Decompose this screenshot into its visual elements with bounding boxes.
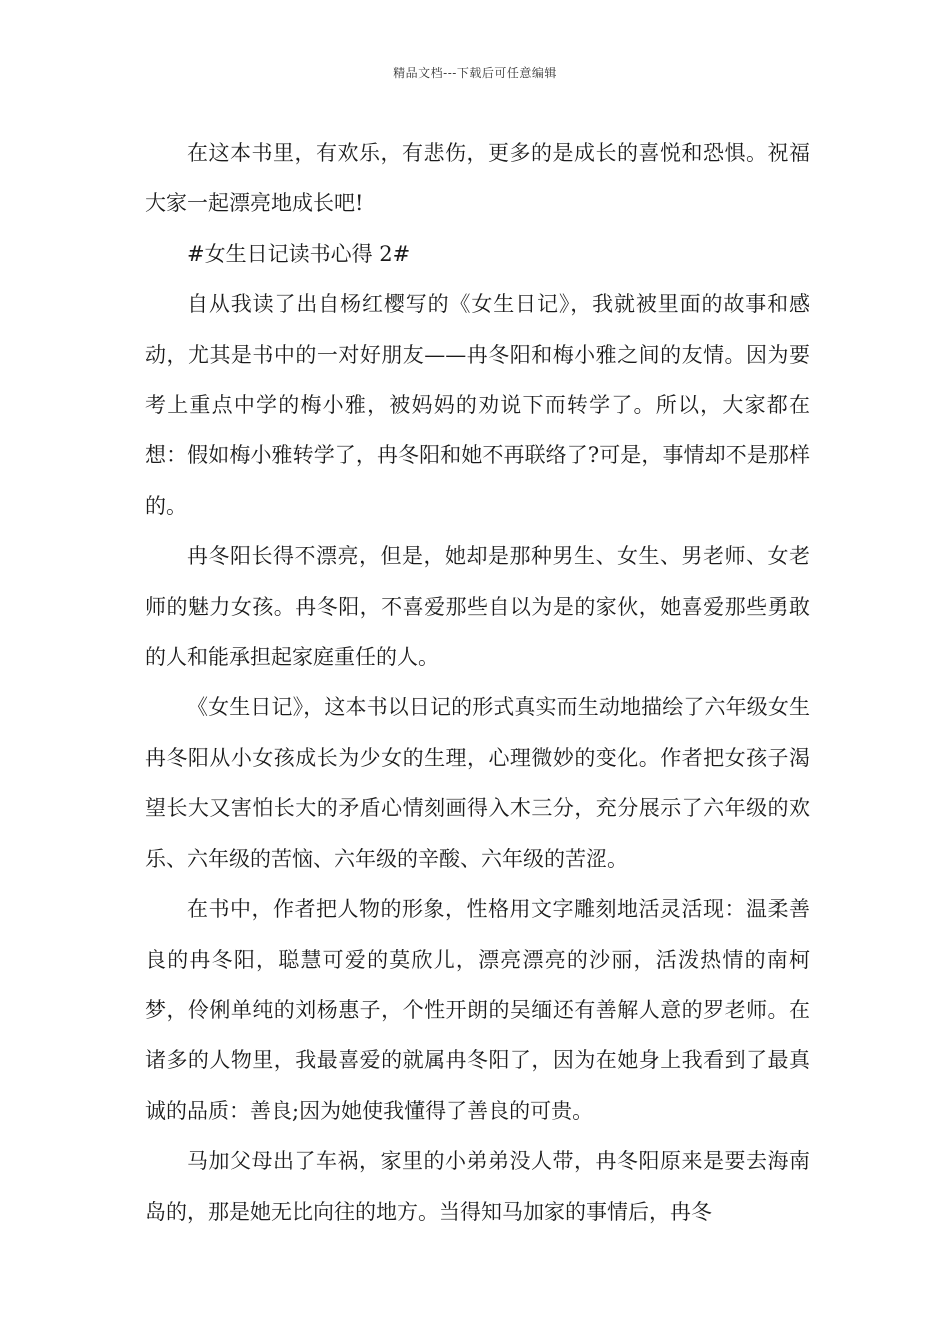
paragraph: 在书中，作者把人物的形象，性格用文字雕刻地活灵活现：温柔善良的冉冬阳，聪慧可爱的莫欣儿，漂亮漂亮的沙丽，活泼热情的南柯梦，伶俐单纯的刘杨惠子，个性开朗的吴缅还有善解人意的罗老师。在诸多的人物里，我最喜爱的就属冉冬阳了，因为在她身上我看到了最真诚的品质：善良;因为她使我懂得了善良的可贵。 [145, 897, 810, 1123]
section-heading: #女生日记读书心得 2# [187, 241, 411, 266]
page-header: 精品文档---下载后可任意编辑 [393, 66, 557, 80]
document-body [145, 128, 810, 1237]
paragraph: 自从我读了出自杨红樱写的《女生日记》，我就被里面的故事和感动，尤其是书中的一对好朋友——冉冬阳和梅小雅之间的友情。因为要考上重点中学的梅小雅，被妈妈的劝说下而转学了。所以，大家都在想：假如梅小雅转学了，冉冬阳和她不再联络了?可是，事情却不是那样的。 [145, 292, 810, 518]
paragraph: 《女生日记》，这本书以日记的形式真实而生动地描绘了六年级女生冉冬阳从小女孩成长为少女的生理，心理微妙的变化。作者把女孩子渴望长大又害怕长大的矛盾心情刻画得入木三分，充分展示了六年级的欢乐、六年级的苦恼、六年级的辛酸、六年级的苦涩。 [145, 695, 810, 871]
paragraph: 冉冬阳长得不漂亮，但是，她却是那种男生、女生、男老师、女老师的魅力女孩。冉冬阳，不喜爱那些自以为是的家伙，她喜爱那些勇敢的人和能承担起家庭重任的人。 [145, 544, 810, 670]
paragraph: 在这本书里，有欢乐，有悲伤，更多的是成长的喜悦和恐惧。祝福大家一起漂亮地成长吧! [145, 141, 810, 216]
paragraph: 马加父母出了车祸，家里的小弟弟没人带，冉冬阳原来是要去海南岛的，那是她无比向往的地方。当得知马加家的事情后，冉冬 [145, 1149, 810, 1224]
